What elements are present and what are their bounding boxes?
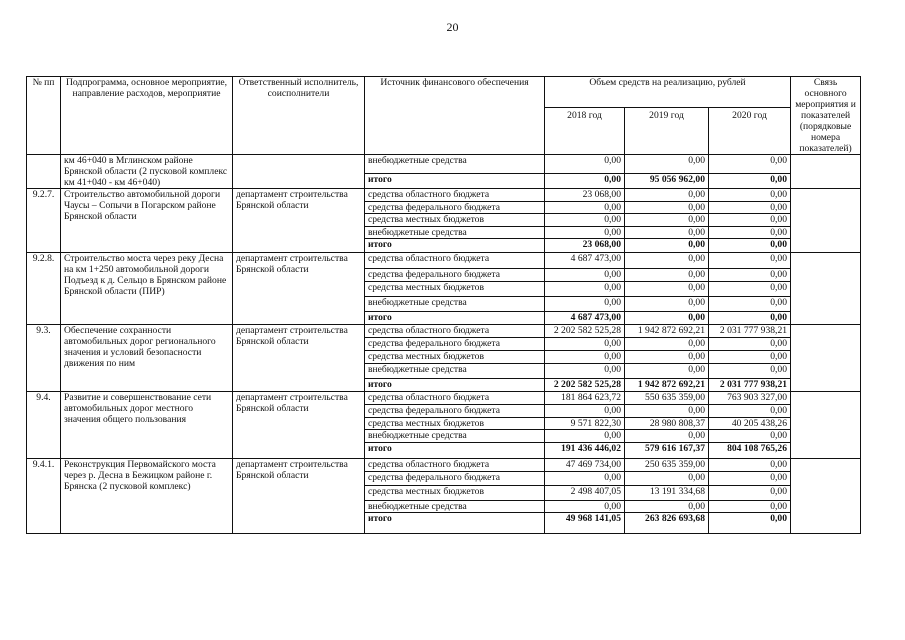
funding-source: внебюджетные средства xyxy=(365,155,545,174)
value-2019: 1 942 872 692,21 xyxy=(625,325,709,338)
page-number: 20 xyxy=(446,20,459,34)
value-2020: 0,00 xyxy=(709,513,791,534)
value-2019: 0,00 xyxy=(625,227,709,239)
value-2018: 0,00 xyxy=(545,174,625,189)
funding-source: итого xyxy=(365,379,545,392)
item-name: Реконструкция Первомайского моста через р. Десна в Бежицком районе г. Брянска (2 пусковой комплекс) xyxy=(61,459,233,534)
funding-source: итого xyxy=(365,239,545,253)
value-2020: 0,00 xyxy=(709,351,791,364)
value-2018: 47 469 734,00 xyxy=(545,459,625,472)
table-body xyxy=(27,155,861,534)
value-2020: 804 108 765,26 xyxy=(709,443,791,459)
value-2020: 0,00 xyxy=(709,227,791,239)
funding-source: средства федерального бюджета xyxy=(365,202,545,214)
funding-source: итого xyxy=(365,443,545,459)
value-2018: 4 687 473,00 xyxy=(545,312,625,325)
value-2019: 0,00 xyxy=(625,269,709,282)
value-2019: 0,00 xyxy=(625,501,709,513)
value-2018: 0,00 xyxy=(545,227,625,239)
item-name: Строительство моста через реку Десна на км 1+250 автомобильной дороги Подъезд к д. Сельцо в Брянском районе Брянской области (ПИР) xyxy=(61,253,233,325)
value-2018: 0,00 xyxy=(545,351,625,364)
budget-table xyxy=(26,76,861,534)
value-2019: 0,00 xyxy=(625,189,709,202)
indicator-link-cell xyxy=(791,155,861,189)
value-2020: 0,00 xyxy=(709,239,791,253)
table-row xyxy=(27,392,861,405)
value-2020: 763 903 327,00 xyxy=(709,392,791,405)
value-2020: 0,00 xyxy=(709,269,791,282)
header-program: Подпрограмма, основное мероприятие, направление расходов, мероприятие xyxy=(61,77,233,155)
item-responsible xyxy=(233,155,365,189)
value-2018: 2 202 582 525,28 xyxy=(545,325,625,338)
item-name: Развитие и совершенствование сети автомобильных дорог местного значения общего пользования xyxy=(61,392,233,459)
value-2018: 0,00 xyxy=(545,214,625,227)
value-2018: 0,00 xyxy=(545,364,625,379)
value-2019: 0,00 xyxy=(625,351,709,364)
value-2018: 0,00 xyxy=(545,430,625,443)
header-link: Связь основного мероприятия и показателей (порядковые номера показателей) xyxy=(791,77,861,155)
value-2018: 0,00 xyxy=(545,282,625,297)
value-2019: 0,00 xyxy=(625,297,709,312)
value-2020: 0,00 xyxy=(709,364,791,379)
indicator-link-cell xyxy=(791,392,861,459)
value-2020: 0,00 xyxy=(709,214,791,227)
table-row xyxy=(27,459,861,472)
funding-source: средства областного бюджета xyxy=(365,189,545,202)
value-2019: 0,00 xyxy=(625,239,709,253)
item-name: Обеспечение сохранности автомобильных дорог регионального значения и условий безопасности движения по ним xyxy=(61,325,233,392)
item-number xyxy=(27,155,61,189)
header-volume: Объем средств на реализацию, рублей xyxy=(545,77,791,108)
funding-source: внебюджетные средства xyxy=(365,227,545,239)
value-2019: 0,00 xyxy=(625,405,709,418)
table-row xyxy=(27,189,861,202)
value-2020: 0,00 xyxy=(709,253,791,269)
value-2019: 28 980 808,37 xyxy=(625,418,709,430)
header-year-2019: 2019 год xyxy=(625,107,709,154)
value-2020: 0,00 xyxy=(709,297,791,312)
value-2018: 2 202 582 525,28 xyxy=(545,379,625,392)
value-2018: 0,00 xyxy=(545,338,625,351)
value-2018: 181 864 623,72 xyxy=(545,392,625,405)
value-2018: 0,00 xyxy=(545,501,625,513)
value-2018: 2 498 407,05 xyxy=(545,486,625,501)
funding-source: средства местных бюджетов xyxy=(365,214,545,227)
value-2019: 0,00 xyxy=(625,312,709,325)
value-2019: 1 942 872 692,21 xyxy=(625,379,709,392)
header-year-2018: 2018 год xyxy=(545,107,625,154)
value-2019: 579 616 167,37 xyxy=(625,443,709,459)
value-2019: 550 635 359,00 xyxy=(625,392,709,405)
value-2019: 0,00 xyxy=(625,253,709,269)
value-2020: 0,00 xyxy=(709,189,791,202)
value-2018: 0,00 xyxy=(545,269,625,282)
item-name: Строительство автомобильной дороги Чаусы – Сопычи в Погарском районе Брянской области xyxy=(61,189,233,253)
funding-source: внебюджетные средства xyxy=(365,430,545,443)
value-2018: 4 687 473,00 xyxy=(545,253,625,269)
indicator-link-cell xyxy=(791,253,861,325)
indicator-link-cell xyxy=(791,459,861,534)
funding-source: итого xyxy=(365,174,545,189)
header-year-2020: 2020 год xyxy=(709,107,791,154)
value-2019: 250 635 359,00 xyxy=(625,459,709,472)
item-number: 9.3. xyxy=(27,325,61,392)
funding-source: итого xyxy=(365,513,545,534)
value-2020: 0,00 xyxy=(709,312,791,325)
funding-source: средства областного бюджета xyxy=(365,459,545,472)
table-row xyxy=(27,253,861,269)
header-source: Источник финансового обеспечения xyxy=(365,77,545,155)
funding-source: средства местных бюджетов xyxy=(365,282,545,297)
value-2020: 0,00 xyxy=(709,282,791,297)
header-num: № пп xyxy=(27,77,61,155)
value-2020: 2 031 777 938,21 xyxy=(709,325,791,338)
funding-source: средства местных бюджетов xyxy=(365,418,545,430)
funding-source: средства местных бюджетов xyxy=(365,351,545,364)
funding-source: внебюджетные средства xyxy=(365,501,545,513)
value-2019: 0,00 xyxy=(625,430,709,443)
value-2019: 0,00 xyxy=(625,155,709,174)
funding-source: итого xyxy=(365,312,545,325)
funding-source: средства федерального бюджета xyxy=(365,405,545,418)
value-2020: 0,00 xyxy=(709,405,791,418)
item-responsible: департамент строительства Брянской области xyxy=(233,189,365,253)
value-2019: 13 191 334,68 xyxy=(625,486,709,501)
value-2019: 263 826 693,68 xyxy=(625,513,709,534)
value-2020: 0,00 xyxy=(709,472,791,486)
value-2020: 2 031 777 938,21 xyxy=(709,379,791,392)
value-2018: 0,00 xyxy=(545,297,625,312)
header-responsible: Ответственный исполнитель, соисполнители xyxy=(233,77,365,155)
value-2018: 0,00 xyxy=(545,155,625,174)
value-2018: 0,00 xyxy=(545,472,625,486)
value-2018: 191 436 446,02 xyxy=(545,443,625,459)
funding-source: средства местных бюджетов xyxy=(365,486,545,501)
value-2018: 0,00 xyxy=(545,202,625,214)
item-number: 9.2.8. xyxy=(27,253,61,325)
value-2018: 0,00 xyxy=(545,405,625,418)
value-2019: 0,00 xyxy=(625,364,709,379)
value-2018: 49 968 141,05 xyxy=(545,513,625,534)
value-2020: 0,00 xyxy=(709,174,791,189)
item-number: 9.4. xyxy=(27,392,61,459)
value-2019: 0,00 xyxy=(625,282,709,297)
funding-source: внебюджетные средства xyxy=(365,364,545,379)
value-2019: 0,00 xyxy=(625,214,709,227)
value-2020: 0,00 xyxy=(709,459,791,472)
value-2020: 0,00 xyxy=(709,202,791,214)
value-2020: 0,00 xyxy=(709,501,791,513)
value-2020: 0,00 xyxy=(709,430,791,443)
value-2020: 0,00 xyxy=(709,486,791,501)
item-number: 9.2.7. xyxy=(27,189,61,253)
value-2020: 40 205 438,26 xyxy=(709,418,791,430)
funding-source: средства федерального бюджета xyxy=(365,472,545,486)
value-2019: 0,00 xyxy=(625,472,709,486)
item-number: 9.4.1. xyxy=(27,459,61,534)
funding-source: средства областного бюджета xyxy=(365,392,545,405)
value-2020: 0,00 xyxy=(709,155,791,174)
funding-source: средства федерального бюджета xyxy=(365,269,545,282)
value-2019: 95 056 962,00 xyxy=(625,174,709,189)
indicator-link-cell xyxy=(791,189,861,253)
item-name: км 46+040 в Мглинском районе Брянской области (2 пусковой комплекс км 41+040 - км 46+040) xyxy=(61,155,233,189)
value-2018: 23 068,00 xyxy=(545,239,625,253)
value-2020: 0,00 xyxy=(709,338,791,351)
indicator-link-cell xyxy=(791,325,861,392)
item-responsible: департамент строительства Брянской области xyxy=(233,459,365,534)
table-row xyxy=(27,155,861,174)
funding-source: средства федерального бюджета xyxy=(365,338,545,351)
value-2019: 0,00 xyxy=(625,202,709,214)
item-responsible: департамент строительства Брянской области xyxy=(233,325,365,392)
item-responsible: департамент строительства Брянской области xyxy=(233,253,365,325)
value-2019: 0,00 xyxy=(625,338,709,351)
item-responsible: департамент строительства Брянской области xyxy=(233,392,365,459)
value-2018: 23 068,00 xyxy=(545,189,625,202)
funding-source: средства областного бюджета xyxy=(365,253,545,269)
table-row xyxy=(27,325,861,338)
funding-source: средства областного бюджета xyxy=(365,325,545,338)
value-2018: 9 571 822,30 xyxy=(545,418,625,430)
funding-source: внебюджетные средства xyxy=(365,297,545,312)
